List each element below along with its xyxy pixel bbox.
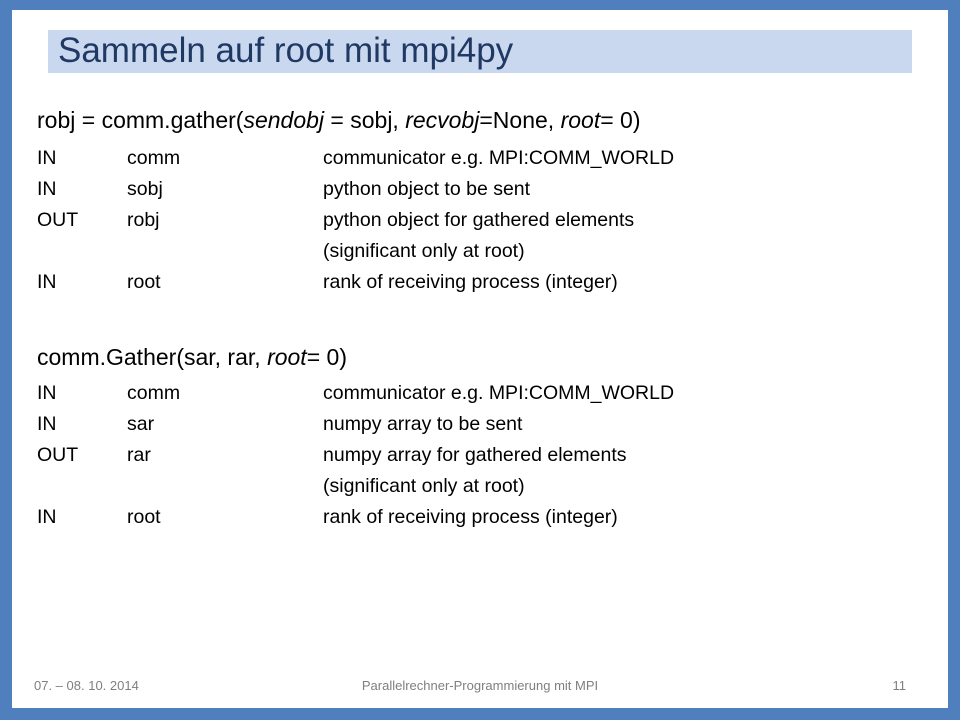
param-row — [37, 409, 897, 439]
param-direction: OUT — [37, 444, 79, 466]
signature-text: =None, — [479, 107, 561, 133]
param-row — [37, 502, 897, 532]
param-description: communicator e.g. MPI:COMM_WORLD — [323, 382, 675, 404]
param-row — [37, 378, 897, 408]
param-description: communicator e.g. MPI:COMM_WORLD — [323, 147, 675, 169]
footer-date: 07. – 08. 10. 2014 — [34, 678, 139, 693]
signature-param-name: root — [560, 107, 601, 133]
param-direction: IN — [37, 271, 57, 293]
param-name: robj — [127, 209, 160, 231]
param-name: sobj — [127, 178, 163, 200]
param-description: python object for gathered elements — [323, 209, 635, 231]
param-row — [37, 236, 897, 266]
signature-param-name: sendobj — [243, 107, 325, 133]
param-row — [37, 267, 897, 297]
param-name: root — [127, 271, 161, 293]
param-direction: IN — [37, 382, 57, 404]
param-description: numpy array to be sent — [323, 413, 523, 435]
param-description: python object to be sent — [323, 178, 531, 200]
Gather-signature — [37, 343, 347, 371]
footer-course-title: Parallelrechner-Programmierung mit MPI — [361, 678, 599, 693]
signature-param-name: recvobj — [405, 107, 480, 133]
footer-page-number: 11 — [892, 678, 906, 693]
param-name: sar — [127, 413, 155, 435]
param-direction: IN — [37, 506, 57, 528]
param-row — [37, 143, 897, 173]
param-direction: IN — [37, 413, 57, 435]
signature-text: = 0) — [306, 344, 347, 370]
param-row — [37, 471, 897, 501]
param-direction: IN — [37, 178, 57, 200]
param-row — [37, 174, 897, 204]
param-description: (significant only at root) — [323, 240, 525, 262]
param-description: (significant only at root) — [323, 475, 525, 497]
slide-title: Sammeln auf root mit mpi4py — [58, 31, 514, 70]
signature-text: = 0) — [600, 107, 641, 133]
signature-param-name: root — [267, 344, 307, 370]
signature-text: comm.Gather(sar, rar, — [37, 344, 268, 370]
param-direction: IN — [37, 147, 57, 169]
gather-signature — [37, 106, 641, 134]
signature-text: robj = comm.gather( — [37, 107, 244, 133]
signature-text: = sobj, — [324, 107, 406, 133]
param-description: numpy array for gathered elements — [323, 444, 627, 466]
param-name: root — [127, 506, 161, 528]
slide — [12, 10, 948, 708]
param-name: comm — [127, 382, 181, 404]
param-row — [37, 440, 897, 470]
param-direction: OUT — [37, 209, 79, 231]
param-description: rank of receiving process (integer) — [323, 271, 618, 293]
param-name: comm — [127, 147, 181, 169]
param-description: rank of receiving process (integer) — [323, 506, 618, 528]
param-row — [37, 205, 897, 235]
param-name: rar — [127, 444, 151, 466]
